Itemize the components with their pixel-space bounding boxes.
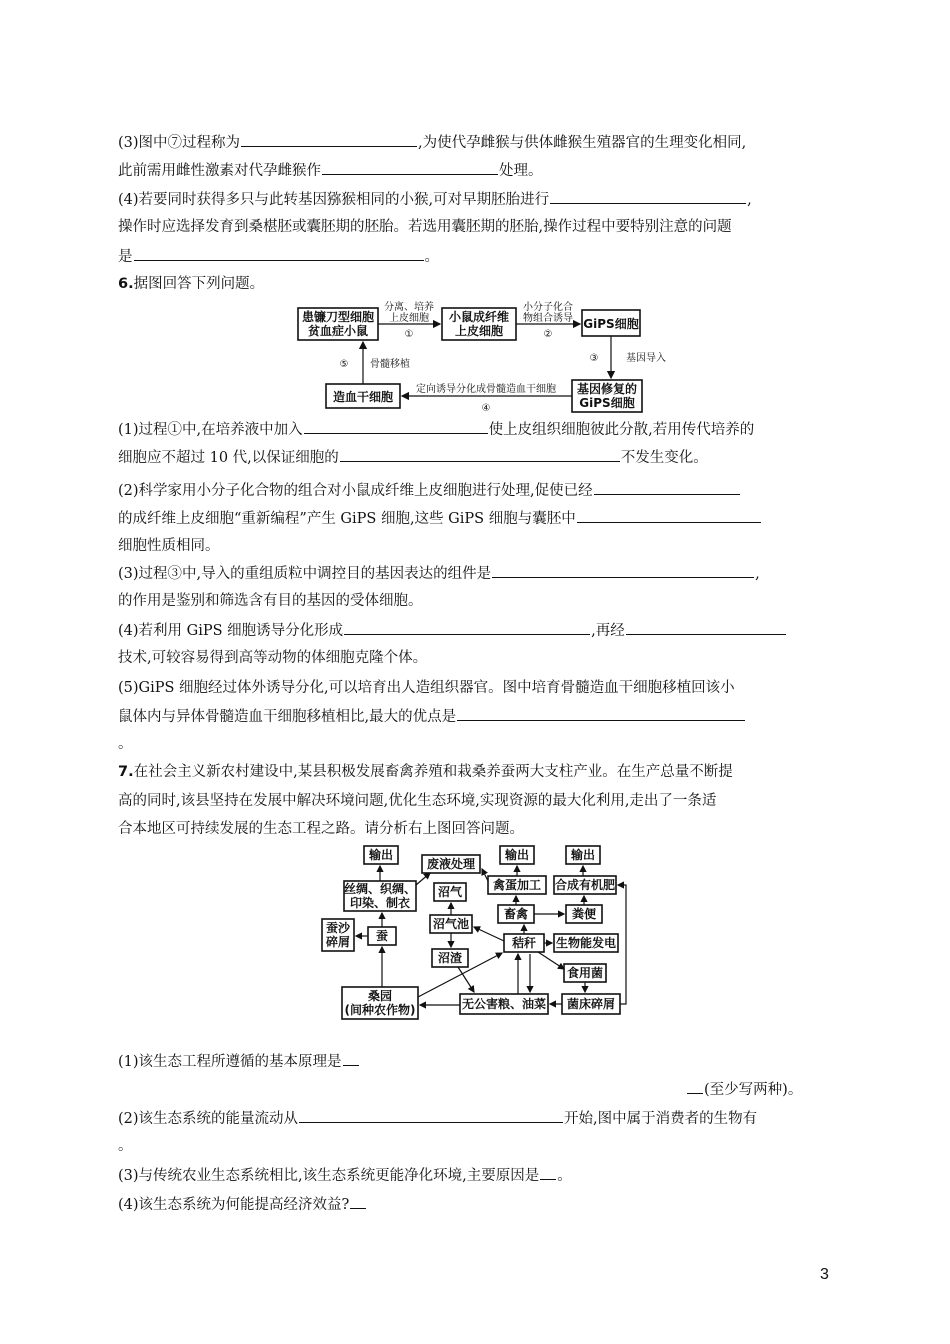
diagram-label-crops: 无公害粮、油菜	[461, 997, 547, 1011]
q6-5-line1: (5)GiPS 细胞经过体外诱导分化,可以培育出人造组织器官。图中培育骨髓造血干细胞移植回该小	[118, 680, 735, 696]
diagram-label-box-repair-l1: 基因修复的	[576, 382, 638, 396]
q5-4-blank1[interactable]	[550, 189, 746, 204]
diagram-label-out3: 输出	[570, 848, 596, 862]
q5-4-blank2[interactable]	[134, 246, 424, 261]
diagram-label-n1: ①	[404, 329, 414, 340]
q6-1-line2: 细胞应不超过 10 代,以保证细胞的 不发生变化。	[118, 447, 708, 468]
diagram-label-fert: 合成有机肥	[554, 878, 616, 892]
diagram-arrow	[538, 952, 564, 969]
q5-3-blank2[interactable]	[322, 160, 498, 175]
diagram-label-mulberry-l2: (间种农作物)	[344, 1003, 416, 1017]
q7-3-blank[interactable]	[540, 1165, 556, 1180]
q7-2-line2: 。	[118, 1138, 133, 1154]
diagram-label-box-stem: 造血干细胞	[332, 390, 394, 404]
diagram-label-fungi: 食用菌	[566, 966, 604, 980]
q6-5-blank1[interactable]	[457, 706, 745, 721]
q6-2-line3: 细胞性质相同。	[118, 538, 220, 554]
q7-3-line: (3)与传统农业生态系统相比,该生态系统更能净化环境,主要原因是 。	[118, 1165, 572, 1186]
q7-4-line: (4)该生态系统为何能提高经济效益?	[118, 1194, 367, 1215]
diagram-label-sand-l2: 碎屑	[325, 935, 351, 949]
q6-1-blank1[interactable]	[304, 419, 488, 434]
q7-1-line2: (至少写两种)。	[686, 1079, 802, 1100]
q6-4-line1: (4)若利用 GiPS 细胞诱导分化形成 ,再经	[118, 620, 787, 641]
q6-3-line1: (3)过程③中,导入的重组质粒中调控目的基因表达的组件是 ,	[118, 563, 760, 584]
diagram-label-silk-l2: 印染、制衣	[349, 896, 411, 910]
diagram-arrow	[618, 885, 626, 1004]
diagram-arrow	[416, 873, 430, 885]
diagram-label-silk-l1: 丝绸、织绸、	[343, 882, 417, 896]
diagram-label-box-mouse-l2: 贫血症小鼠	[307, 324, 369, 338]
diagram-label-lbl5: 骨髓移植	[370, 359, 410, 370]
q7-stem-line3: 合本地区可持续发展的生态工程之路。请分析右上图回答问题。	[118, 821, 524, 837]
q7-stem-line2: 高的同时,该县坚持在发展中解决环境问题,优化生态环境,实现资源的最大化利用,走出了一条适	[118, 793, 717, 809]
q6-4-line2: 技术,可较容易得到高等动物的体细胞克隆个体。	[118, 650, 428, 666]
q5-4-line2: 操作时应选择发育到桑椹胚或囊胚期的胚胎。若选用囊胚期的胚胎,操作过程中要特别注意的问题	[118, 219, 732, 235]
diagram-label-box-fibro-l2: 上皮细胞	[454, 324, 504, 338]
page-number: 3	[820, 1266, 829, 1283]
q6-3-blank1[interactable]	[492, 563, 754, 578]
diagram-label-box-mouse-l1: 患镰刀型细胞	[301, 310, 375, 324]
q7-2-line1: (2)该生态系统的能量流动从 开始,图中属于消费者的生物有	[118, 1108, 757, 1129]
diagram-label-n5: ⑤	[339, 359, 349, 370]
diagram-label-n2: ②	[543, 329, 553, 340]
q6-2-blank2[interactable]	[577, 508, 761, 523]
q7-4-blank[interactable]	[350, 1194, 366, 1209]
q6-4-blank1[interactable]	[344, 620, 590, 635]
q7-stem-line1: 7.在社会主义新农村建设中,某县积极发展畜禽养殖和栽桑养蚕两大支柱产业。在生产总量不断提	[118, 764, 733, 780]
q5-3-line2: 此前需用雌性激素对代孕雌猴作 处理。	[118, 160, 543, 181]
diagram-label-lbl2-a: 小分子化合	[523, 302, 573, 313]
q6-4-blank2[interactable]	[626, 620, 786, 635]
diagram-label-out1: 输出	[368, 848, 394, 862]
diagram-label-poultry: 畜禽	[503, 907, 529, 921]
diagram-label-sand-l1: 蚕沙	[325, 921, 351, 935]
q6-diagram	[296, 300, 666, 416]
diagram-label-bed: 菌床碎屑	[566, 997, 616, 1011]
q7-1-blank1[interactable]	[343, 1051, 359, 1066]
q6-5-line3: 。	[118, 736, 133, 752]
q6-1-blank2[interactable]	[340, 447, 620, 462]
diagram-arrow	[474, 927, 504, 941]
q5-3-line1: (3)图中⑦过程称为 ,为使代孕雌猴与供体雌猴生殖器官的生理变化相同,	[118, 132, 746, 153]
diagram-label-straw: 秸秆	[511, 936, 537, 950]
q7-2-blank1[interactable]	[299, 1108, 563, 1123]
diagram-label-box-repair-l2: GiPS细胞	[579, 396, 635, 410]
diagram-label-lbl1-b: 上皮细胞	[389, 313, 429, 324]
diagram-label-residue: 沼渣	[437, 951, 463, 965]
q5-4-line3: 是 。	[118, 246, 439, 267]
diagram-label-box-gips: GiPS细胞	[583, 317, 639, 331]
q6-5-line2: 鼠体内与异体骨髓造血干细胞移植相比,最大的优点是	[118, 706, 746, 727]
diagram-label-n3: ③	[589, 353, 599, 364]
q5-3-blank1[interactable]	[241, 132, 417, 147]
q6-1-line1: (1)过程①中,在培养液中加入 使上皮组织细胞彼此分散,若用传代培养的	[118, 419, 754, 440]
diagram-label-lbl1-a: 分离、培养	[384, 302, 434, 313]
diagram-arrow	[458, 967, 474, 992]
diagram-label-n4: ④	[481, 403, 491, 414]
diagram-label-power: 生物能发电	[555, 936, 617, 950]
diagram-label-mulberry-l1: 桑园	[367, 989, 393, 1003]
diagram-label-lbl2-b: 物组合诱导	[523, 313, 573, 324]
q7-1-line1: (1)该生态工程所遵循的基本原理是	[118, 1051, 360, 1072]
diagram-label-lbl3: 基因导入	[626, 353, 666, 364]
diagram-label-pool: 沼气池	[432, 917, 470, 931]
diagram-label-waste: 废液处理	[426, 857, 476, 871]
diagram-label-silkworm: 蚕	[375, 929, 389, 943]
diagram-label-lbl4: 定向诱导分化成骨髓造血干细胞	[416, 384, 556, 395]
diagram-label-out2: 输出	[504, 848, 530, 862]
diagram-label-box-fibro-l1: 小鼠成纤维	[448, 310, 510, 324]
diagram-arrow	[482, 869, 488, 881]
q7-diagram	[318, 843, 630, 1023]
q6-2-line1: (2)科学家用小分子化合物的组合对小鼠成纤维上皮细胞进行处理,促使已经	[118, 480, 741, 501]
q6-number: 6.	[118, 276, 134, 292]
q6-2-blank1[interactable]	[594, 480, 740, 495]
diagram-label-egg: 禽蛋加工	[492, 878, 542, 892]
q5-4-line1: (4)若要同时获得多只与此转基因猕猴相同的小猴,可对早期胚胎进行 ,	[118, 189, 752, 210]
diagram-label-biogas: 沼气	[437, 885, 463, 899]
diagram-label-manure: 粪便	[571, 907, 597, 921]
q7-number: 7.	[118, 764, 134, 780]
q7-1-blank2[interactable]	[687, 1079, 703, 1094]
q6-stem: 6.据图回答下列问题。	[118, 276, 265, 292]
q6-3-line2: 的作用是鉴别和筛选含有目的基因的受体细胞。	[118, 593, 423, 609]
q6-2-line2: 的成纤维上皮细胞“重新编程”产生 GiPS 细胞,这些 GiPS 细胞与囊胚中	[118, 508, 762, 529]
